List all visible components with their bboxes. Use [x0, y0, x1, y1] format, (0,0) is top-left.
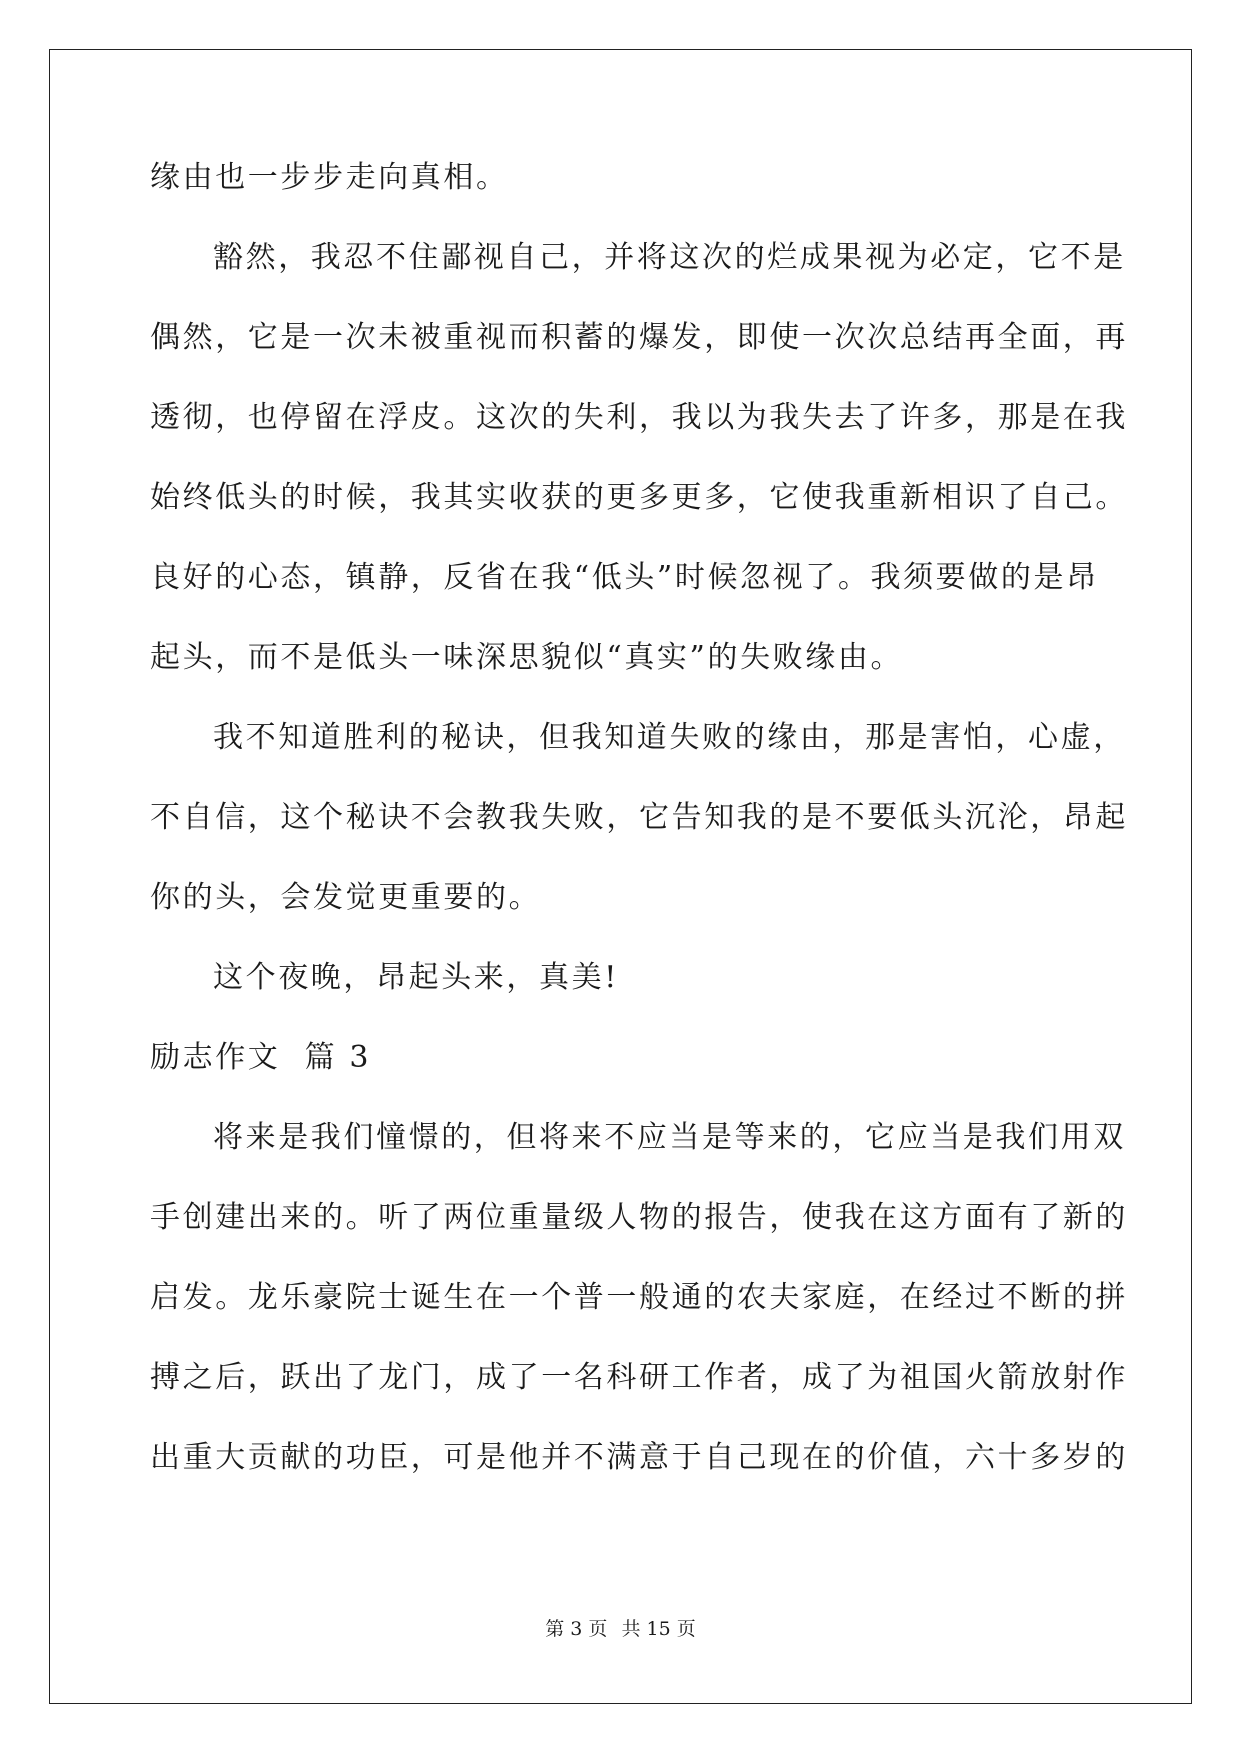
text-line: 你的头，会发觉更重要的。	[150, 880, 542, 915]
text-line: 良好的心态，镇静，反省在我“低头”时候忽视了。我须要做的是昂	[150, 560, 1099, 595]
text-line: 这个夜晚，昂起头来，真美!	[213, 960, 619, 995]
page-footer	[0, 1617, 1241, 1641]
text-line: 始终低头的时候，我其实收获的更多更多，它使我重新相识了自己。	[150, 480, 1128, 515]
text-line: 起头，而不是低头一味深思貌似“真实”的失败缘由。	[150, 640, 904, 675]
text-line: 不自信，这个秘诀不会教我失败，它告知我的是不要低头沉沦，昂起	[150, 800, 1128, 835]
text-line: 透彻，也停留在浮皮。这次的失利，我以为我失去了许多，那是在我	[150, 400, 1128, 435]
text-line: 启发。龙乐豪院士诞生在一个普一般通的农夫家庭，在经过不断的拼	[150, 1280, 1128, 1315]
text-line: 将来是我们憧憬的，但将来不应当是等来的，它应当是我们用双	[213, 1120, 1126, 1155]
text-line: 缘由也一步步走向真相。	[150, 160, 509, 195]
text-line: 手创建出来的。听了两位重量级人物的报告，使我在这方面有了新的	[150, 1200, 1128, 1235]
text-line: 豁然，我忍不住鄙视自己，并将这次的烂成果视为必定，它不是	[213, 240, 1126, 275]
text-line: 搏之后，跃出了龙门，成了一名科研工作者，成了为祖国火箭放射作	[150, 1360, 1128, 1395]
total-pages: 共 15 页	[621, 1618, 696, 1640]
text-line: 偶然，它是一次未被重视而积蓄的爆发，即使一次次总结再全面，再	[150, 320, 1128, 355]
page-number: 第 3 页	[545, 1618, 608, 1640]
text-line: 出重大贡献的功臣，可是他并不满意于自己现在的价值，六十多岁的	[150, 1440, 1128, 1475]
text-line: 我不知道胜利的秘诀，但我知道失败的缘由，那是害怕，心虚，	[213, 720, 1126, 755]
section-heading: 励志作文 篇 3	[150, 1040, 372, 1075]
